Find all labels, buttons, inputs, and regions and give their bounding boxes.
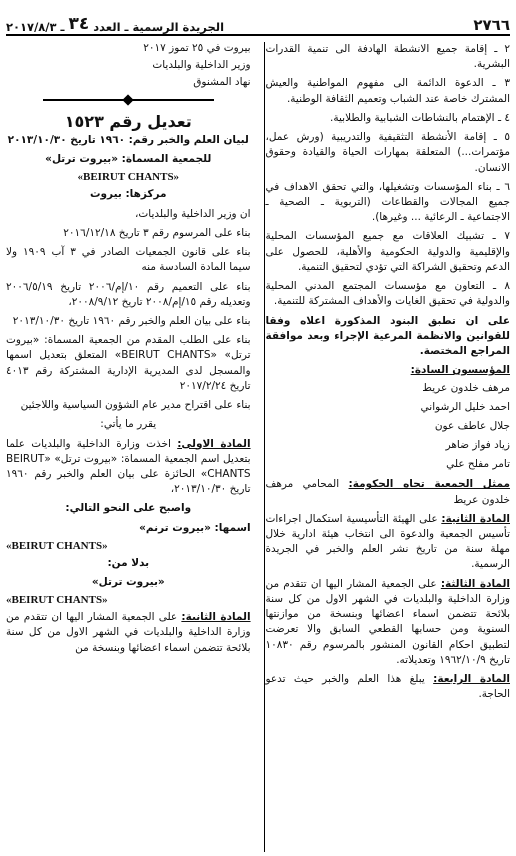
article-2-text: على الهيئة التأسيسية استكمال اجراءات تأسيس الجمعية والدعوة الى انتخاب هيئة ادارية خلال مهلة سنة من تاريخ نشر العلم والخبر في الجريدة الرسمية. bbox=[265, 512, 510, 571]
article-1-text: اخذت وزارة الداخلية والبلديات علما بتعديل اسم الجمعية المسماة: «بيروت ترتل» «BEIRUT CHANTS» الحائزة على بيان العلم والخبر رقم ١٩٦٠ تاريخ ٢٠١٣/١٠/٣٠، bbox=[6, 437, 251, 496]
recital: بناء على الطلب المقدم من الجمعية المسماة: «بيروت ترتل» «BEIRUT CHANTS» المتعلق بتعديل اسمها والمسجل لدى المديرية الإدارية المشتركة رقم ٤٠١٣ تاريخ ٢٠١٧/٢/٢٤ bbox=[6, 334, 251, 392]
recital: بناء على اقتراح مدير عام الشؤون السياسية واللاجئين bbox=[20, 399, 251, 412]
government-representative bbox=[265, 477, 510, 507]
article-4 bbox=[265, 672, 510, 702]
recital: بناء على المرسوم رقم ٣ تاريخ ٢٠١٦/١٢/١٨ bbox=[63, 226, 251, 239]
article-2-left-text: على الجمعية المشار اليها ان تتقدم من وزارة الداخلية والبلديات في الشهر الاول من كل سنة بلائحة تتضمن اسماء اعضائها وبنسخة من bbox=[6, 611, 251, 654]
headquarters: مركزها: بيروت bbox=[89, 188, 167, 201]
objective-item: ٣ ـ الدعوة الدائمة الى مفهوم المواطنية والعيش المشترك خاصة عند الشباب وتعميم الثقافة الوطنية. bbox=[265, 77, 510, 105]
founder-name: احمد خليل الرشواني bbox=[420, 401, 510, 414]
article-4-label: المادة الرابعة: bbox=[433, 673, 510, 685]
objective-item: ٦ ـ بناء المؤسسات وتشغيلها، والتي تحقق الاهداف في جميع المجالات والقطاعات (التربوية ـ الصحية ـ الاجتماعية ـ الرعائية ... وغيرها). bbox=[265, 180, 510, 224]
article-3-label: المادة الثالثة: bbox=[440, 577, 510, 590]
section-separator bbox=[6, 96, 251, 104]
right-column bbox=[265, 42, 510, 852]
issue-number: ٣٤ bbox=[68, 14, 90, 34]
header-info bbox=[6, 14, 224, 34]
association-line: للجمعية المسماة: «بيروت ترتل» bbox=[45, 153, 212, 166]
instead-line: بدلا من: bbox=[107, 556, 150, 569]
journal-info: الجريدة الرسمية ـ العدد bbox=[93, 20, 225, 34]
signature-title: وزير الداخلية والبلديات bbox=[152, 59, 251, 71]
issue-date: ٢٠١٧/٨/٣ bbox=[6, 20, 57, 34]
signature-place-date: بيروت في ٢٥ تموز ٢٠١٧ bbox=[143, 42, 251, 54]
page-header bbox=[6, 6, 510, 36]
amendment-subtitle: لبيان العلم والخبر رقم: ١٩٦٠ تاريخ ٢٠١٣/١٠/٣٠ bbox=[7, 134, 249, 146]
association-latin-name: «BEIRUT CHANTS» bbox=[77, 171, 180, 184]
decides-line: يقرر ما يأتي: bbox=[100, 418, 157, 431]
objective-item: ٧ ـ تشبيك العلاقات مع جميع المؤسسات المحلية والإقليمية والدولية الحكومية والأهلية، للحصول على الدعم وتحقيق الشراكة التي تؤدي لتحقيق التنمية. bbox=[265, 230, 510, 273]
article-1-label: المادة الاولى: bbox=[177, 437, 251, 450]
founder-name: زياد فواز ضاهر bbox=[445, 439, 510, 452]
issue-separator: ـ bbox=[60, 20, 65, 34]
founders-list bbox=[265, 382, 510, 470]
recital: بناء على بيان العلم والخبر رقم ١٩٦٠ تاريخ ٢٠١٣/١٠/٣٠ bbox=[12, 314, 251, 327]
rep-label: ممثل الجمعية تجاه الحكومة: bbox=[348, 478, 510, 491]
article-3 bbox=[265, 577, 510, 668]
article-1 bbox=[6, 437, 251, 498]
article-2-left-label: المادة الثانية: bbox=[181, 611, 251, 624]
objective-item: ٨ ـ التعاون مع مؤسسات المجتمع المدني المحلية والدولية في تحقيق الغايات والأهداف المشتركة للتنمية. bbox=[265, 280, 510, 308]
objective-item: ٢ ـ إقامة جميع الانشطة الهادفة الى تنمية القدرات البشرية. bbox=[265, 43, 510, 71]
page-number: ٢٧٦٦ bbox=[473, 16, 510, 34]
recital: بناء على قانون الجمعيات الصادر في ٣ آب ١٩٠٩ ولا سيما المادة السادسة منه bbox=[6, 246, 251, 274]
recital: بناء على التعميم رقم ١٠/إم/٢٠٠٦ تاريخ ٢٠٠٦/٥/١٩ وتعديله رقم ١٥/إم/٢٠٠٨ تاريخ ٢٠٠٨/٩/١٢، bbox=[6, 280, 251, 308]
old-name: «بيروت ترتل» bbox=[91, 576, 165, 589]
minister-line: ان وزير الداخلية والبلديات، bbox=[135, 207, 251, 220]
new-name: اسمها: «بيروت ترنم» bbox=[139, 521, 251, 534]
rep-text: المحامي مرهف خلدون عريط bbox=[265, 478, 510, 506]
founder-name: تامر مفلح علي bbox=[446, 458, 510, 471]
left-column bbox=[6, 42, 251, 852]
became-line: واصبح على النحو التالي: bbox=[65, 502, 192, 515]
signature-name: نهاد المشنوق bbox=[193, 76, 251, 88]
objective-item: ٥ ـ إقامة الأنشطة التثقيفية والتدريبية (ورش عمل، مؤتمرات...) المتعلقة بمهارات الحياة والقيادة وحقوق الانسان. bbox=[265, 131, 510, 174]
article-3-text: على الجمعية المشار اليها ان تتقدم من وزارة الداخلية والبلديات في الشهر الاول من كل سنة بلائحة تتضمن اسماء اعضائها وبنسخة من موازنتها السنوية ومن حسابها القطعي السابق والا تعرضت لتطبيق احكام القانون المنشور بالمرسوم رقم ١٠٨٣٠ تاريخ ١٩٦٢/١٠/٩ وتعديلاته. bbox=[265, 577, 510, 666]
two-column-body bbox=[6, 42, 510, 852]
article-4-text: يبلغ هذا العلم والخبر حيث تدعو الحاجة. bbox=[265, 673, 510, 701]
founder-name: مرهف خلدون عريط bbox=[422, 382, 510, 395]
founders-title: المؤسسون السادة: bbox=[410, 364, 510, 377]
compliance-clause: على ان تطبق البنود المذكورة اعلاه وفقا للقوانين والانظمة المرعية الإجراء وبعد موافقة المراجع المختصة. bbox=[265, 314, 510, 357]
new-name-latin: «BEIRUT CHANTS» bbox=[6, 539, 108, 552]
amendment-title: تعديل رقم ١٥٢٣ bbox=[64, 112, 192, 131]
article-2-left bbox=[6, 610, 251, 656]
column-divider bbox=[255, 42, 266, 852]
article-2-label: المادة الثانية: bbox=[441, 512, 510, 525]
objective-item: ٤ ـ الإهتمام بالنشاطات الشبابية والطلابية. bbox=[330, 111, 510, 124]
founder-name: جلال عاطف عون bbox=[434, 420, 510, 433]
article-2 bbox=[265, 512, 510, 573]
old-name-latin: «BEIRUT CHANTS» bbox=[6, 594, 108, 607]
